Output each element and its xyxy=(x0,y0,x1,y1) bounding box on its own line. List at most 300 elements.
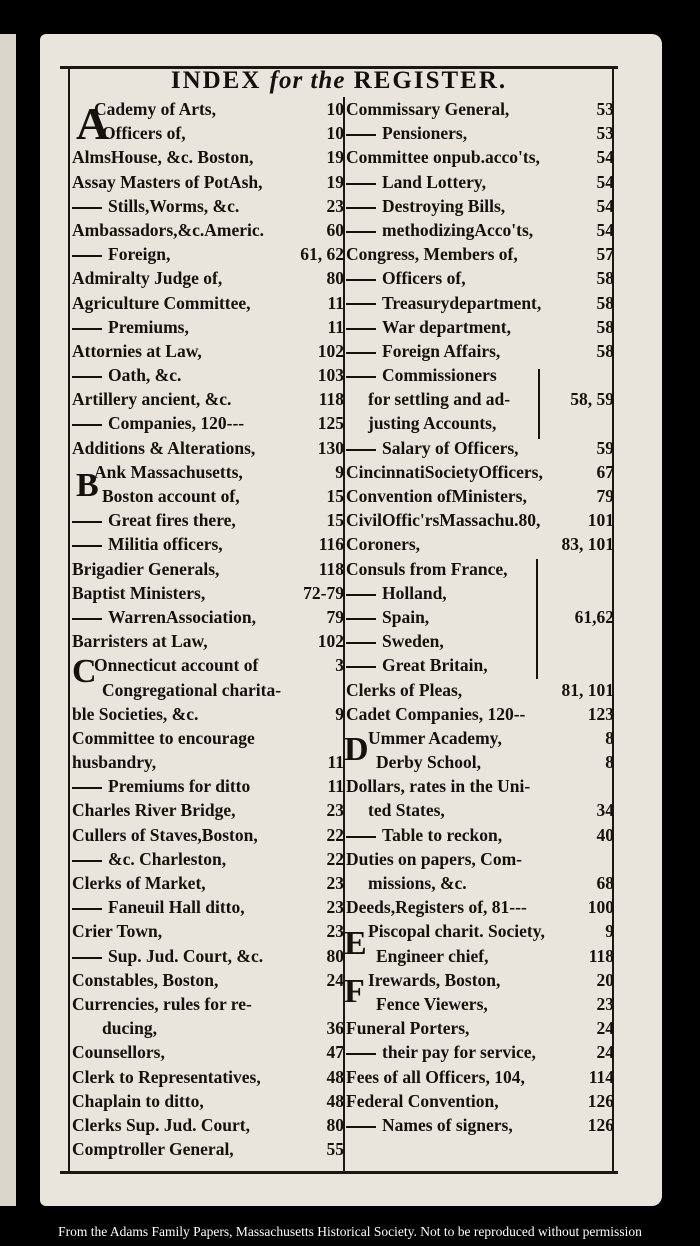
entry-text: Sweden, xyxy=(382,631,444,652)
index-entry xyxy=(72,436,344,460)
entry-page: 23 xyxy=(326,921,344,942)
entry-subject xyxy=(72,145,253,169)
index-table xyxy=(60,66,618,1174)
repeat-dash xyxy=(72,618,102,620)
entry-page: 116 xyxy=(318,534,344,555)
index-entry xyxy=(72,919,344,943)
entry-text: Attornies at Law, xyxy=(72,340,202,361)
entry-text: Assay Masters of PotAsh, xyxy=(72,171,263,192)
entry-subject xyxy=(376,944,488,968)
index-entry xyxy=(346,460,614,484)
entry-text: Engineer chief, xyxy=(376,945,489,966)
index-entry xyxy=(346,678,614,702)
entry-subject xyxy=(346,460,543,484)
repeat-dash xyxy=(346,449,376,451)
entry-page: 58, 59 xyxy=(570,389,614,410)
entry-text: Committee to encourage xyxy=(72,727,255,748)
entry-text: Ank Massachusetts, xyxy=(94,461,243,482)
entry-page: 54 xyxy=(596,147,614,168)
repeat-dash xyxy=(72,255,102,257)
index-entry xyxy=(346,508,614,532)
entry-page: 80 xyxy=(326,1114,344,1135)
entry-text: Names of signers, xyxy=(382,1114,513,1135)
entry-subject xyxy=(346,1016,469,1040)
entry-page: 81, 101 xyxy=(561,679,614,700)
entry-page: 130 xyxy=(317,437,344,458)
initial-d: D xyxy=(344,731,369,768)
repeat-dash xyxy=(72,207,102,209)
initial-c: C xyxy=(72,653,97,690)
entry-subject xyxy=(72,170,263,194)
entry-subject xyxy=(346,847,522,871)
index-entry xyxy=(72,944,344,968)
entry-page: 61, 62 xyxy=(300,244,344,265)
index-entry xyxy=(346,629,614,653)
entry-text: Cadet Companies, 120-- xyxy=(346,703,526,724)
entry-text: Cademy of Arts, xyxy=(94,99,216,119)
repeat-dash xyxy=(346,666,376,668)
entry-subject xyxy=(346,363,497,387)
entry-text: Duties on papers, Com- xyxy=(346,848,522,869)
entry-subject xyxy=(346,218,533,242)
entry-page: 54 xyxy=(596,171,614,192)
entry-page: 15 xyxy=(326,486,344,506)
entry-subject xyxy=(72,726,255,750)
right-column xyxy=(346,97,614,1137)
entry-subject xyxy=(72,823,258,847)
index-entry xyxy=(72,1113,344,1137)
index-entry xyxy=(346,97,614,121)
entry-subject xyxy=(346,1113,513,1137)
entry-page: 9 xyxy=(335,461,344,482)
index-entry xyxy=(72,218,344,242)
entry-page: 8 xyxy=(605,752,614,773)
index-entry xyxy=(72,266,344,290)
entry-text: Premiums, xyxy=(108,316,189,337)
index-entry xyxy=(72,411,344,435)
index-entry xyxy=(72,798,344,822)
repeat-dash xyxy=(346,352,376,354)
entry-page: 126 xyxy=(587,1114,614,1135)
entry-page: 118 xyxy=(588,945,614,966)
index-entry xyxy=(72,1040,344,1064)
initial-a: A xyxy=(76,98,110,149)
entry-subject xyxy=(346,339,500,363)
entry-subject xyxy=(72,992,252,1016)
index-entry xyxy=(346,218,614,242)
entry-text: Commissary General, xyxy=(346,99,510,119)
entry-text: Derby School, xyxy=(376,752,481,773)
entry-page: 61,62 xyxy=(574,606,614,627)
entry-page: 118 xyxy=(318,558,344,579)
entry-text: Committee onpub.acco'ts, xyxy=(346,147,540,168)
entry-page: 23 xyxy=(326,800,344,821)
entry-text: Great Britain, xyxy=(382,655,488,676)
left-column xyxy=(72,97,344,1161)
entry-page: 123 xyxy=(587,703,614,724)
entry-subject xyxy=(72,1113,250,1137)
entry-subject xyxy=(72,605,256,629)
entry-page: 3 xyxy=(335,655,344,676)
repeat-dash xyxy=(346,376,376,378)
entry-subject xyxy=(346,557,508,581)
repeat-dash xyxy=(346,183,376,185)
entry-page: 55 xyxy=(326,1139,344,1160)
entry-page: 11 xyxy=(327,292,344,313)
index-entry xyxy=(346,968,614,992)
entry-subject xyxy=(72,750,156,774)
index-entry xyxy=(346,702,614,726)
repeat-dash xyxy=(72,521,102,523)
entry-text: Destroying Bills, xyxy=(382,195,506,216)
entry-subject xyxy=(72,774,250,798)
entry-text: Counsellors, xyxy=(72,1042,165,1063)
entry-text: AlmsHouse, &c. Boston, xyxy=(72,147,254,168)
entry-text: Great fires there, xyxy=(108,510,236,531)
entry-page: 58 xyxy=(596,292,614,313)
index-entry xyxy=(346,823,614,847)
entry-text: Coroners, xyxy=(346,534,421,555)
entry-text: Funeral Porters, xyxy=(346,1018,470,1039)
index-entry xyxy=(72,847,344,871)
entry-page: 57 xyxy=(596,244,614,265)
entry-page: 58 xyxy=(596,340,614,361)
entry-subject xyxy=(72,968,218,992)
entry-text: Companies, 120--- xyxy=(108,413,245,434)
entry-page: 125 xyxy=(317,413,344,434)
entry-page: 9 xyxy=(605,921,614,942)
index-entry xyxy=(72,121,344,145)
entry-text: Foreign Affairs, xyxy=(382,340,501,361)
index-entry xyxy=(346,774,614,798)
entry-text: Piscopal charit. Society, xyxy=(368,921,545,942)
entry-page: 10 xyxy=(326,123,344,144)
entry-text: Consuls from France, xyxy=(346,558,508,579)
entry-subject xyxy=(368,871,467,895)
repeat-dash xyxy=(346,328,376,330)
entry-page: 22 xyxy=(326,848,344,869)
index-entry xyxy=(72,605,344,629)
entry-page: 11 xyxy=(327,316,344,337)
repeat-dash xyxy=(72,787,102,789)
entry-subject xyxy=(72,218,264,242)
entry-text: Faneuil Hall ditto, xyxy=(108,897,245,918)
entry-page: 47 xyxy=(326,1042,344,1063)
entry-subject xyxy=(346,242,518,266)
entry-page: 23 xyxy=(326,195,344,216)
index-entry xyxy=(346,242,614,266)
initial-f: F xyxy=(344,973,365,1010)
index-entry xyxy=(346,121,614,145)
entry-subject xyxy=(94,460,243,484)
entry-page: 53 xyxy=(596,99,614,119)
entry-subject xyxy=(368,387,510,411)
entry-subject xyxy=(346,1040,536,1064)
entry-text: Cullers of Staves,Boston, xyxy=(72,824,258,845)
entry-page: 79 xyxy=(326,606,344,627)
entry-subject xyxy=(72,895,245,919)
entry-subject xyxy=(72,702,198,726)
entry-subject xyxy=(72,266,222,290)
index-entry xyxy=(72,532,344,556)
entry-text: Currencies, rules for re- xyxy=(72,993,252,1014)
entry-subject xyxy=(72,847,226,871)
index-entry xyxy=(346,1113,614,1137)
index-entry xyxy=(346,1089,614,1113)
entry-text: justing Accounts, xyxy=(368,413,497,434)
entry-subject xyxy=(72,194,239,218)
index-entry xyxy=(346,436,614,460)
entry-subject xyxy=(346,508,540,532)
index-entry xyxy=(346,194,614,218)
repeat-dash xyxy=(72,424,102,426)
entry-text: Crier Town, xyxy=(72,921,163,942)
entry-text: Spain, xyxy=(382,606,430,627)
entry-text: husbandry, xyxy=(72,752,157,773)
repeat-dash xyxy=(346,618,376,620)
entry-page: 24 xyxy=(596,1042,614,1063)
entry-subject xyxy=(346,702,525,726)
entry-text: Fence Viewers, xyxy=(376,993,488,1014)
repeat-dash xyxy=(72,376,102,378)
entry-page: 102 xyxy=(317,340,344,361)
index-entry xyxy=(346,1016,614,1040)
entry-text: Clerk to Representatives, xyxy=(72,1066,261,1087)
repeat-dash xyxy=(72,957,102,959)
entry-subject xyxy=(346,121,467,145)
entry-subject xyxy=(72,532,223,556)
entry-text: Comptroller General, xyxy=(72,1139,234,1160)
entry-subject xyxy=(102,678,281,702)
index-entry xyxy=(346,145,614,169)
repeat-dash xyxy=(346,231,376,233)
entry-text: Officers of, xyxy=(102,123,186,144)
entry-text: Additions & Alterations, xyxy=(72,437,256,458)
entry-subject xyxy=(72,581,205,605)
entry-text: Foreign, xyxy=(108,244,171,265)
entry-text: Land Lottery, xyxy=(382,171,487,192)
entry-subject xyxy=(72,339,202,363)
index-entry xyxy=(346,387,614,411)
index-entry xyxy=(72,774,344,798)
entry-text: Clerks Sup. Jud. Court, xyxy=(72,1114,250,1135)
index-entry xyxy=(72,895,344,919)
entry-page: 15 xyxy=(326,510,344,531)
entry-text: Convention ofMinisters, xyxy=(346,486,527,506)
entry-text: ducing, xyxy=(102,1018,157,1039)
entry-page: 22 xyxy=(326,824,344,845)
left-border xyxy=(68,69,70,1171)
entry-text: Oath, &c. xyxy=(108,365,182,386)
entry-text: War department, xyxy=(382,316,511,337)
index-entry xyxy=(346,266,614,290)
entry-subject xyxy=(72,411,244,435)
index-entry xyxy=(72,194,344,218)
index-entry xyxy=(346,291,614,315)
entry-text: Officers of, xyxy=(382,268,466,289)
entry-text: Stills,Worms, &c. xyxy=(108,195,240,216)
entry-page: 118 xyxy=(318,389,344,410)
entry-text: Premiums for ditto xyxy=(108,776,251,797)
index-entry xyxy=(72,678,344,702)
entry-subject xyxy=(102,121,186,145)
entry-page: 8 xyxy=(605,727,614,748)
entry-page: 10 xyxy=(326,99,344,119)
index-entry xyxy=(72,726,344,750)
index-entry xyxy=(346,1040,614,1064)
entry-subject xyxy=(346,194,505,218)
entry-subject xyxy=(346,266,466,290)
index-entry xyxy=(346,798,614,822)
index-entry xyxy=(72,581,344,605)
index-entry xyxy=(346,170,614,194)
entry-text: Clerks of Pleas, xyxy=(346,679,463,700)
entry-subject xyxy=(72,1089,204,1113)
entry-text: Agriculture Committee, xyxy=(72,292,251,313)
entry-subject xyxy=(72,291,251,315)
entry-subject xyxy=(346,678,462,702)
entry-page: 24 xyxy=(326,969,344,990)
entry-page: 83, 101 xyxy=(561,534,614,555)
entry-text: Commissioners xyxy=(382,365,497,386)
index-entry xyxy=(346,605,614,629)
entry-page: 102 xyxy=(317,631,344,652)
repeat-dash xyxy=(346,1126,376,1128)
index-entry xyxy=(72,387,344,411)
entry-text: Pensioners, xyxy=(382,123,468,144)
entry-subject xyxy=(94,97,216,121)
entry-text: Militia officers, xyxy=(108,534,223,555)
repeat-dash xyxy=(346,836,376,838)
index-entry xyxy=(346,944,614,968)
index-entry xyxy=(72,291,344,315)
entry-text: methodizingAcco'ts, xyxy=(382,219,534,240)
title-for: for the xyxy=(269,67,346,94)
entry-page: 68 xyxy=(596,873,614,893)
entry-page: 103 xyxy=(317,365,344,386)
entry-text: missions, &c. xyxy=(368,873,467,893)
index-entry xyxy=(72,484,344,508)
index-entry xyxy=(72,557,344,581)
entry-subject xyxy=(346,145,540,169)
index-entry xyxy=(346,363,614,387)
index-entry xyxy=(72,508,344,532)
entry-subject xyxy=(368,726,502,750)
entry-text: Congress, Members of, xyxy=(346,244,518,265)
entry-page: 80 xyxy=(326,268,344,289)
entry-text: Baptist Ministers, xyxy=(72,582,206,603)
title-index: INDEX xyxy=(170,67,262,94)
entry-text: Onnecticut account of xyxy=(94,655,259,676)
entry-subject xyxy=(72,944,263,968)
entry-page: 58 xyxy=(596,268,614,289)
index-entry xyxy=(72,145,344,169)
entry-page: 54 xyxy=(596,195,614,216)
entry-subject xyxy=(346,605,429,629)
entry-page: 34 xyxy=(596,800,614,821)
entry-subject xyxy=(72,1137,234,1161)
index-entry xyxy=(72,339,344,363)
entry-subject xyxy=(72,1065,261,1089)
entry-subject xyxy=(346,1065,525,1089)
adjacent-page-edge xyxy=(0,34,16,1206)
entry-subject xyxy=(346,97,509,121)
entry-page: 19 xyxy=(326,171,344,192)
initial-b: B xyxy=(76,467,99,504)
entry-page: 79 xyxy=(596,486,614,506)
entry-text: Federal Convention, xyxy=(346,1090,499,1111)
entry-subject xyxy=(72,315,189,339)
index-entry xyxy=(72,315,344,339)
index-entry xyxy=(72,629,344,653)
entry-text: Holland, xyxy=(382,582,447,603)
entry-subject xyxy=(368,968,500,992)
repeat-dash xyxy=(346,1053,376,1055)
entry-subject xyxy=(346,484,527,508)
index-entry xyxy=(346,581,614,605)
index-entry xyxy=(72,750,344,774)
index-entry xyxy=(72,97,344,121)
index-entry xyxy=(72,968,344,992)
title-register: REGISTER. xyxy=(353,67,508,94)
entry-text: CivilOffic'rsMassachu.80, xyxy=(346,510,541,531)
index-entry xyxy=(72,702,344,726)
index-entry xyxy=(72,1065,344,1089)
entry-subject xyxy=(346,895,527,919)
entry-page: 101 xyxy=(587,510,614,531)
index-entry xyxy=(346,847,614,871)
entry-text: Barristers at Law, xyxy=(72,631,208,652)
entry-page: 40 xyxy=(596,824,614,845)
entry-subject xyxy=(346,1089,499,1113)
entry-page: 126 xyxy=(587,1090,614,1111)
index-entry xyxy=(346,653,614,677)
entry-page: 54 xyxy=(596,219,614,240)
entry-subject xyxy=(368,798,445,822)
initial-e: E xyxy=(344,925,367,962)
entry-subject xyxy=(72,557,219,581)
entry-page: 114 xyxy=(588,1066,614,1087)
entry-text: Admiralty Judge of, xyxy=(72,268,223,289)
entry-page: 23 xyxy=(326,897,344,918)
index-entry xyxy=(72,1016,344,1040)
entry-page: 53 xyxy=(596,123,614,144)
index-entry xyxy=(72,871,344,895)
entry-subject xyxy=(346,532,420,556)
entry-text: Deeds,Registers of, 81--- xyxy=(346,897,527,918)
entry-text: Artillery ancient, &c. xyxy=(72,389,232,410)
repeat-dash xyxy=(72,908,102,910)
index-entry xyxy=(72,823,344,847)
index-entry xyxy=(72,992,344,1016)
index-entry xyxy=(72,363,344,387)
entry-subject xyxy=(346,436,519,460)
entry-subject xyxy=(102,1016,157,1040)
entry-subject xyxy=(72,363,181,387)
entry-text: Congregational charita- xyxy=(102,679,282,700)
entry-text: CincinnatiSocietyOfficers, xyxy=(346,461,543,482)
index-entry xyxy=(346,557,614,581)
entry-subject xyxy=(72,798,235,822)
entry-text: Brigadier Generals, xyxy=(72,558,220,579)
repeat-dash xyxy=(346,279,376,281)
index-entry xyxy=(72,242,344,266)
entry-subject xyxy=(102,484,240,508)
entry-page: 20 xyxy=(596,969,614,990)
index-entry xyxy=(346,1065,614,1089)
entry-page: 36 xyxy=(326,1018,344,1039)
entry-text: Boston account of, xyxy=(102,486,240,506)
